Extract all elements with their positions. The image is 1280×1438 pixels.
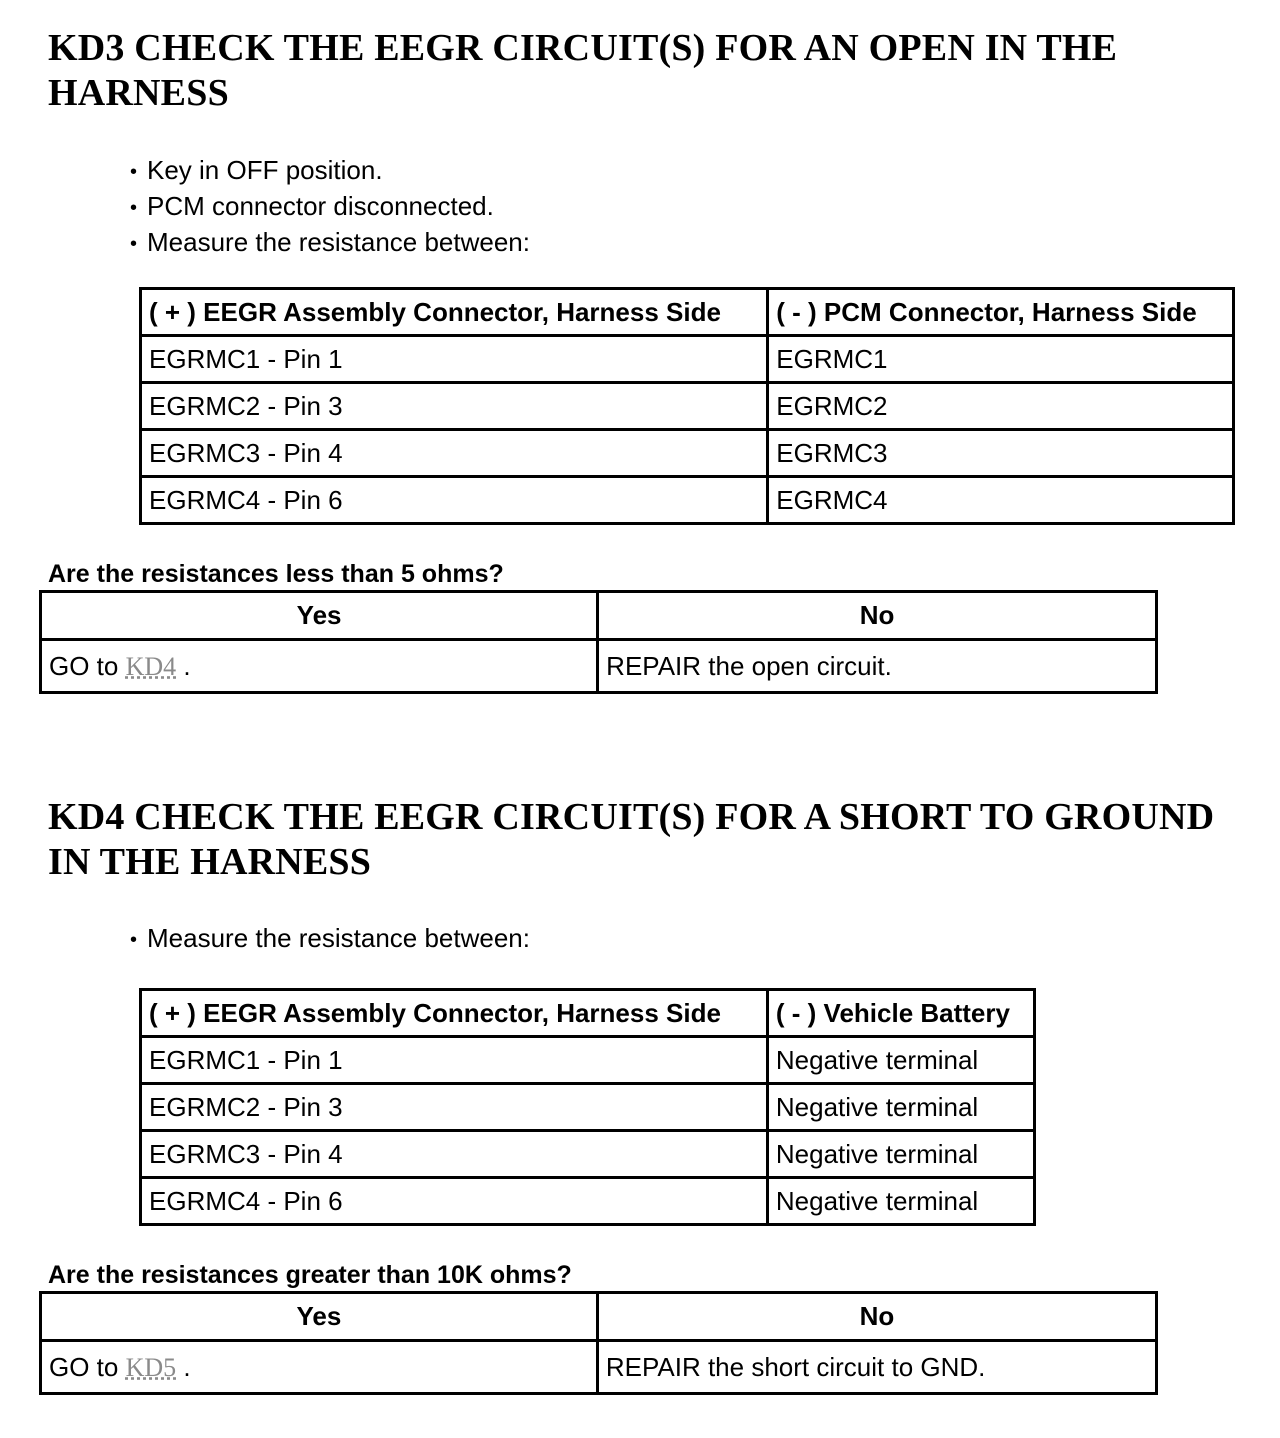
column-header-negative: ( - ) PCM Connector, Harness Side xyxy=(768,289,1234,336)
bullet-icon: • xyxy=(130,197,138,219)
yes-cell xyxy=(41,640,598,693)
table-row xyxy=(141,383,1234,430)
kd3-question: Are the resistances less than 5 ohms? xyxy=(48,560,504,588)
kd4-measurement-table xyxy=(139,988,1036,1226)
bullet-icon: • xyxy=(130,233,138,255)
list-item xyxy=(130,189,530,225)
table-cell: EGRMC3 xyxy=(768,430,1234,477)
yes-header: Yes xyxy=(41,1293,598,1341)
table-cell: EGRMC1 - Pin 1 xyxy=(141,336,768,383)
column-header-negative: ( - ) Vehicle Battery xyxy=(767,990,1034,1037)
no-cell: REPAIR the short circuit to GND. xyxy=(597,1341,1156,1394)
kd3-heading: KD3 CHECK THE EEGR CIRCUIT(S) FOR AN OPEN IN THE HARNESS xyxy=(48,27,1118,114)
bullet-text: Key in OFF position. xyxy=(147,155,383,185)
bullet-text: Measure the resistance between: xyxy=(147,227,530,257)
bullet-text: Measure the resistance between: xyxy=(147,923,530,953)
bullet-icon: • xyxy=(130,929,138,951)
table-row xyxy=(41,640,1157,693)
kd4-bullet-list xyxy=(130,921,530,957)
table-cell: EGRMC4 - Pin 6 xyxy=(141,477,768,524)
table-row xyxy=(141,1084,1035,1131)
kd3-bullet-list xyxy=(130,153,530,261)
table-header-row xyxy=(41,1293,1157,1341)
kd4-decision-table xyxy=(39,1291,1158,1395)
no-header: No xyxy=(598,592,1157,640)
bullet-text: PCM connector disconnected. xyxy=(147,191,494,221)
kd4-question: Are the resistances greater than 10K ohms? xyxy=(48,1261,572,1289)
table-row xyxy=(141,336,1234,383)
kd5-link[interactable]: KD5 xyxy=(125,1352,177,1382)
kd3-decision-table xyxy=(39,590,1158,694)
list-item xyxy=(130,225,530,261)
table-cell: EGRMC1 xyxy=(768,336,1234,383)
table-header-row xyxy=(41,592,1157,640)
table-cell: EGRMC2 xyxy=(768,383,1234,430)
list-item xyxy=(130,921,530,957)
table-cell: EGRMC3 - Pin 4 xyxy=(141,430,768,477)
table-cell: EGRMC1 - Pin 1 xyxy=(141,1037,768,1084)
table-cell: EGRMC4 xyxy=(768,477,1234,524)
table-cell: EGRMC2 - Pin 3 xyxy=(141,1084,768,1131)
column-header-positive: ( + ) EEGR Assembly Connector, Harness Side xyxy=(141,289,768,336)
table-cell: Negative terminal xyxy=(767,1084,1034,1131)
bullet-icon: • xyxy=(130,161,138,183)
no-cell: REPAIR the open circuit. xyxy=(598,640,1157,693)
table-row xyxy=(141,477,1234,524)
column-header-positive: ( + ) EEGR Assembly Connector, Harness Side xyxy=(141,990,768,1037)
table-cell: Negative terminal xyxy=(767,1037,1034,1084)
go-to-text: GO to xyxy=(49,650,119,681)
period-text: . xyxy=(183,650,191,681)
table-row xyxy=(141,430,1234,477)
table-cell: EGRMC3 - Pin 4 xyxy=(141,1131,768,1178)
table-cell: EGRMC4 - Pin 6 xyxy=(141,1178,768,1225)
table-row xyxy=(41,1341,1157,1394)
yes-cell xyxy=(41,1341,598,1394)
table-cell: Negative terminal xyxy=(767,1131,1034,1178)
table-row xyxy=(141,1178,1035,1225)
table-cell: Negative terminal xyxy=(767,1178,1034,1225)
table-header-row xyxy=(141,990,1035,1037)
kd4-heading: KD4 CHECK THE EEGR CIRCUIT(S) FOR A SHORT TO GROUND IN THE HARNESS xyxy=(48,796,1215,883)
go-to-text: GO to xyxy=(49,1351,119,1382)
kd3-measurement-table xyxy=(139,287,1235,525)
table-row xyxy=(141,1131,1035,1178)
table-row xyxy=(141,1037,1035,1084)
no-header: No xyxy=(597,1293,1156,1341)
table-cell: EGRMC2 - Pin 3 xyxy=(141,383,768,430)
list-item xyxy=(130,153,530,189)
yes-header: Yes xyxy=(41,592,598,640)
period-text: . xyxy=(183,1351,191,1382)
table-header-row xyxy=(141,289,1234,336)
kd4-link[interactable]: KD4 xyxy=(125,651,177,681)
